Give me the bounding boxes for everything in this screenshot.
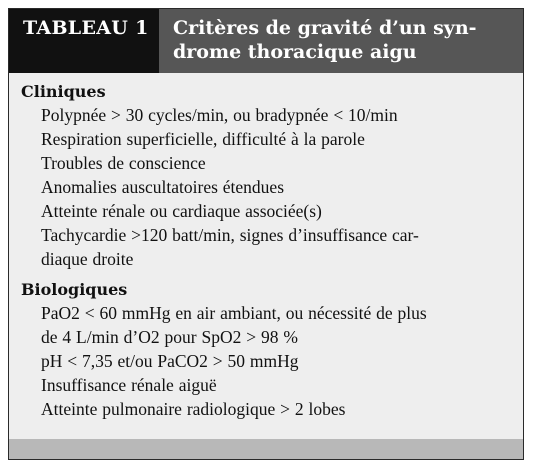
table-number-label: TABLEAU 1 [9,9,159,73]
list-item-text: Respiration superficielle, difficulté à la parole [41,129,365,149]
list-item-text: pH < 7,35 et/ou PaCO2 > 50 mmHg [41,351,299,371]
list-item-text: Troubles de conscience [41,153,206,173]
criteria-list [21,103,511,271]
table-title-line-2: drome thoracique aigu [173,41,417,63]
table-title [159,9,523,73]
table-footer-band [9,439,523,459]
list-item [21,223,511,271]
list-item-text: Anomalies auscultatoires étendues [41,177,285,197]
list-item-text-continued: diaque droite [41,249,134,269]
list-item-text: Tachycardie >120 batt/min, signes d’insuffisance car- [41,225,419,245]
table-title-line-1: Critères de gravité d’un syn- [173,17,477,39]
list-item [21,127,511,151]
list-item [21,199,511,223]
section-heading: Cliniques [21,82,106,101]
list-item-text: Insuffisance rénale aiguë [41,375,217,395]
list-item [21,175,511,199]
list-item [21,397,511,421]
criteria-table [8,8,524,460]
list-item [21,151,511,175]
list-item [21,103,511,127]
list-item [21,349,511,373]
list-item [21,373,511,397]
table-body [9,81,523,421]
criteria-list [21,301,511,421]
section-biologiques [21,279,511,421]
list-item-text: Atteinte rénale ou cardiaque associée(s) [41,201,322,221]
list-item-text-continued: de 4 L/min d’O2 pour SpO2 > 98 % [41,327,298,347]
table-header [9,9,523,73]
list-item-text: PaO2 < 60 mmHg en air ambiant, ou nécessité de plus [41,303,427,323]
section-heading: Biologiques [21,280,128,299]
list-item-text: Polypnée > 30 cycles/min, ou bradypnée < 10/min [41,105,398,125]
section-cliniques [21,81,511,271]
list-item-text: Atteinte pulmonaire radiologique > 2 lobes [41,399,346,419]
list-item [21,301,511,349]
